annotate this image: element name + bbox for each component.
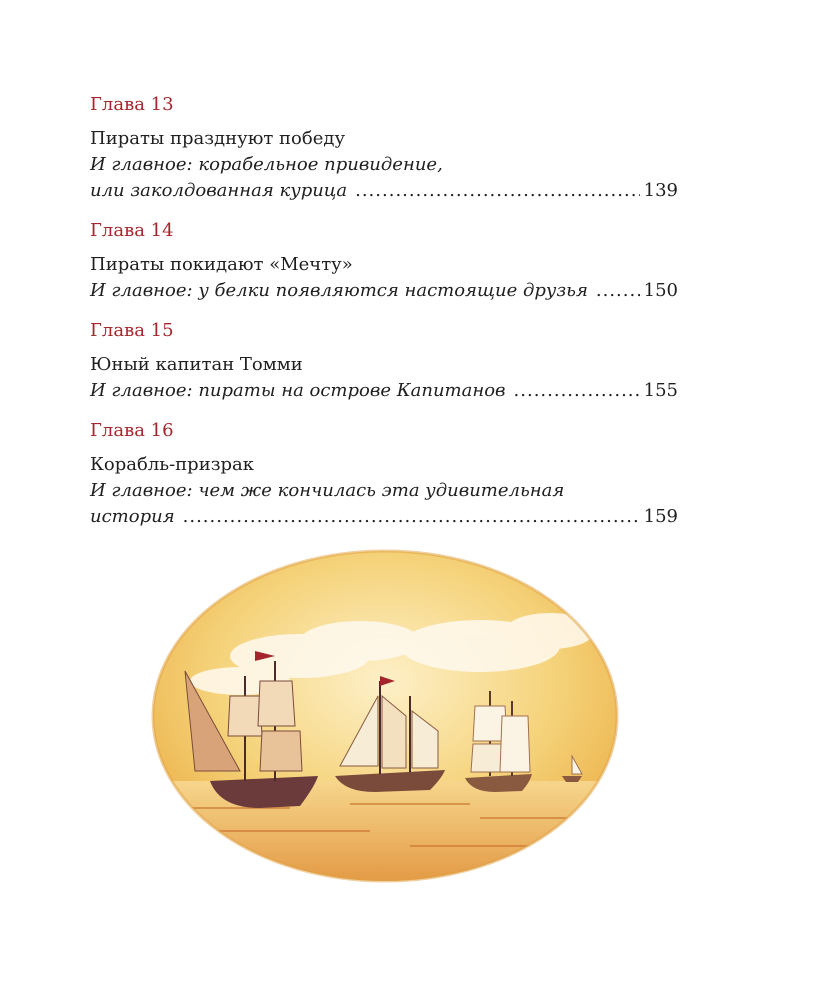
chapter-heading: Глава 13 [90, 94, 174, 115]
chapter-subtitle: И главное: у белки появляются настоящие друзья [90, 280, 588, 301]
sailing-ships-watercolor-illustration [150, 546, 620, 886]
toc-entry-chapter-16[interactable] [90, 418, 678, 530]
chapter-title: Юный капитан Томми [90, 354, 303, 375]
page-number: 139 [643, 180, 678, 201]
toc-entry-chapter-15[interactable] [90, 318, 678, 404]
chapter-title: Корабль-призрак [90, 454, 255, 475]
chapter-subtitle-with-page [90, 378, 678, 404]
dot-leader [183, 504, 640, 530]
dot-leader [514, 378, 640, 404]
toc-entry-chapter-14[interactable] [90, 218, 678, 304]
chapter-heading: Глава 15 [90, 320, 174, 341]
page-number: 155 [643, 380, 678, 401]
page-number: 159 [643, 506, 678, 527]
chapter-subtitle: И главное: пираты на острове Капитанов [90, 380, 506, 401]
chapter-subtitle-end: или заколдованная курица [90, 180, 348, 201]
toc-entry-chapter-13[interactable] [90, 92, 678, 204]
chapter-subtitle-with-page [90, 278, 678, 304]
page-number: 150 [643, 280, 678, 301]
chapter-subtitle-with-page [90, 178, 678, 204]
dot-leader [355, 178, 640, 204]
chapter-title: Пираты празднуют победу [90, 128, 346, 149]
chapter-subtitle: И главное: чем же кончилась эта удивительная [90, 480, 565, 501]
chapter-title: Пираты покидают «Мечту» [90, 254, 353, 275]
chapter-heading: Глава 16 [90, 420, 174, 441]
chapter-subtitle-with-page [90, 504, 678, 530]
chapter-subtitle: И главное: корабельное привидение, [90, 154, 443, 175]
chapter-subtitle-end: история [90, 506, 175, 527]
table-of-contents [90, 92, 678, 544]
dot-leader [596, 278, 640, 304]
chapter-heading: Глава 14 [90, 220, 174, 241]
